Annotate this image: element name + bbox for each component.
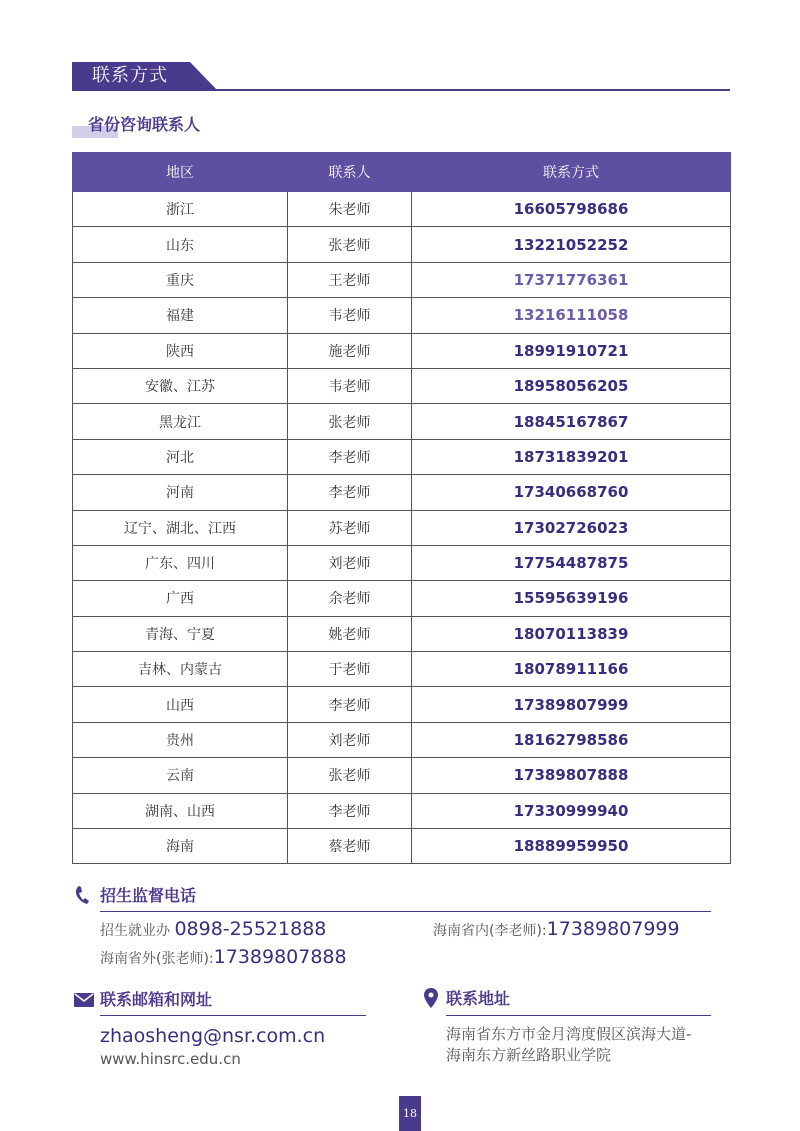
cell-contact: 王老师 — [288, 262, 412, 297]
cell-region: 山东 — [73, 227, 288, 262]
table-row — [73, 687, 731, 722]
email-link[interactable]: zhaosheng@nsr.com.cn — [100, 1025, 326, 1047]
table-row — [73, 616, 731, 651]
cell-region: 陕西 — [73, 333, 288, 368]
cell-contact: 余老师 — [288, 581, 412, 616]
hotline-rule — [100, 911, 711, 912]
phone-icon — [74, 885, 92, 905]
cell-phone[interactable]: 18889959950 — [412, 829, 731, 864]
table-row — [73, 722, 731, 757]
cell-region: 湖南、山西 — [73, 793, 288, 828]
cell-contact: 张老师 — [288, 758, 412, 793]
table-header-row — [73, 153, 731, 192]
column-header-region: 地区 — [73, 153, 288, 192]
cell-region: 河北 — [73, 439, 288, 474]
cell-phone[interactable]: 18731839201 — [412, 439, 731, 474]
table-row — [73, 192, 731, 227]
page-title: 联系方式 — [92, 65, 168, 86]
cell-region: 河南 — [73, 475, 288, 510]
cell-phone[interactable]: 18958056205 — [412, 368, 731, 403]
contacts-table — [72, 152, 731, 864]
cell-phone[interactable]: 15595639196 — [412, 581, 731, 616]
cell-contact: 李老师 — [288, 687, 412, 722]
cell-region: 浙江 — [73, 192, 288, 227]
hotline-title: 招生监督电话 — [100, 886, 197, 905]
office-line — [100, 918, 326, 942]
cell-phone[interactable]: 18070113839 — [412, 616, 731, 651]
cell-region: 青海、宁夏 — [73, 616, 288, 651]
cell-region: 广西 — [73, 581, 288, 616]
office-number[interactable]: 0898-25521888 — [174, 918, 327, 940]
table-row — [73, 368, 731, 403]
cell-contact: 施老师 — [288, 333, 412, 368]
header-rule — [72, 89, 730, 91]
table-row — [73, 829, 731, 864]
inside-line — [433, 918, 680, 942]
cell-phone[interactable]: 17371776361 — [412, 262, 731, 297]
cell-contact: 刘老师 — [288, 545, 412, 580]
cell-contact: 姚老师 — [288, 616, 412, 651]
cell-region: 贵州 — [73, 722, 288, 757]
table-row — [73, 475, 731, 510]
cell-contact: 苏老师 — [288, 510, 412, 545]
cell-phone[interactable]: 18845167867 — [412, 404, 731, 439]
outside-label: 海南省外(张老师): — [100, 951, 214, 967]
table-row — [73, 262, 731, 297]
mail-icon — [74, 993, 94, 1007]
table-row — [73, 652, 731, 687]
address-line-2: 海南东方新丝路职业学院 — [446, 1046, 612, 1064]
cell-phone[interactable]: 16605798686 — [412, 192, 731, 227]
cell-contact: 蔡老师 — [288, 829, 412, 864]
office-label: 招生就业办 — [100, 923, 170, 939]
outside-line — [100, 946, 347, 970]
cell-contact: 刘老师 — [288, 722, 412, 757]
cell-phone[interactable]: 18991910721 — [412, 333, 731, 368]
cell-contact: 韦老师 — [288, 298, 412, 333]
cell-phone[interactable]: 17330999940 — [412, 793, 731, 828]
cell-region: 吉林、内蒙古 — [73, 652, 288, 687]
cell-contact: 朱老师 — [288, 192, 412, 227]
cell-region: 辽宁、湖北、江西 — [73, 510, 288, 545]
subheader-title: 省份咨询联系人 — [88, 115, 201, 134]
table-row — [73, 545, 731, 580]
cell-region: 重庆 — [73, 262, 288, 297]
cell-region: 福建 — [73, 298, 288, 333]
address-section-rule — [446, 1015, 711, 1016]
cell-phone[interactable]: 17302726023 — [412, 510, 731, 545]
email-section-rule — [100, 1015, 366, 1016]
inside-number[interactable]: 17389807999 — [546, 918, 680, 940]
cell-region: 安徽、江苏 — [73, 368, 288, 403]
cell-contact: 韦老师 — [288, 368, 412, 403]
table-row — [73, 758, 731, 793]
inside-label: 海南省内(李老师): — [433, 923, 547, 939]
cell-region: 云南 — [73, 758, 288, 793]
table-row — [73, 793, 731, 828]
table-row — [73, 439, 731, 474]
cell-region: 广东、四川 — [73, 545, 288, 580]
table-row — [73, 227, 731, 262]
page-number: 18 — [399, 1096, 421, 1131]
cell-phone[interactable]: 17754487875 — [412, 545, 731, 580]
cell-contact: 李老师 — [288, 475, 412, 510]
table-row — [73, 510, 731, 545]
cell-region: 海南 — [73, 829, 288, 864]
cell-phone[interactable]: 17389807888 — [412, 758, 731, 793]
table-row — [73, 333, 731, 368]
cell-contact: 于老师 — [288, 652, 412, 687]
cell-phone[interactable]: 13216111058 — [412, 298, 731, 333]
outside-number[interactable]: 17389807888 — [213, 946, 347, 968]
cell-contact: 李老师 — [288, 439, 412, 474]
cell-phone[interactable]: 18162798586 — [412, 722, 731, 757]
cell-phone[interactable]: 18078911166 — [412, 652, 731, 687]
cell-phone[interactable]: 13221052252 — [412, 227, 731, 262]
address-line-1: 海南省东方市金月湾度假区滨海大道- — [446, 1025, 692, 1043]
email-section-title: 联系邮箱和网址 — [100, 990, 213, 1009]
website-link[interactable]: www.hinsrc.edu.cn — [100, 1050, 241, 1068]
table-row — [73, 298, 731, 333]
column-header-contact: 联系人 — [288, 153, 412, 192]
cell-contact: 张老师 — [288, 404, 412, 439]
column-header-phone: 联系方式 — [412, 153, 731, 192]
cell-region: 山西 — [73, 687, 288, 722]
cell-contact: 李老师 — [288, 793, 412, 828]
address-section-title: 联系地址 — [446, 989, 511, 1008]
table-row — [73, 581, 731, 616]
cell-phone[interactable]: 17340668760 — [412, 475, 731, 510]
location-pin-icon — [424, 988, 438, 1008]
cell-phone[interactable]: 17389807999 — [412, 687, 731, 722]
cell-contact: 张老师 — [288, 227, 412, 262]
table-row — [73, 404, 731, 439]
cell-region: 黑龙江 — [73, 404, 288, 439]
